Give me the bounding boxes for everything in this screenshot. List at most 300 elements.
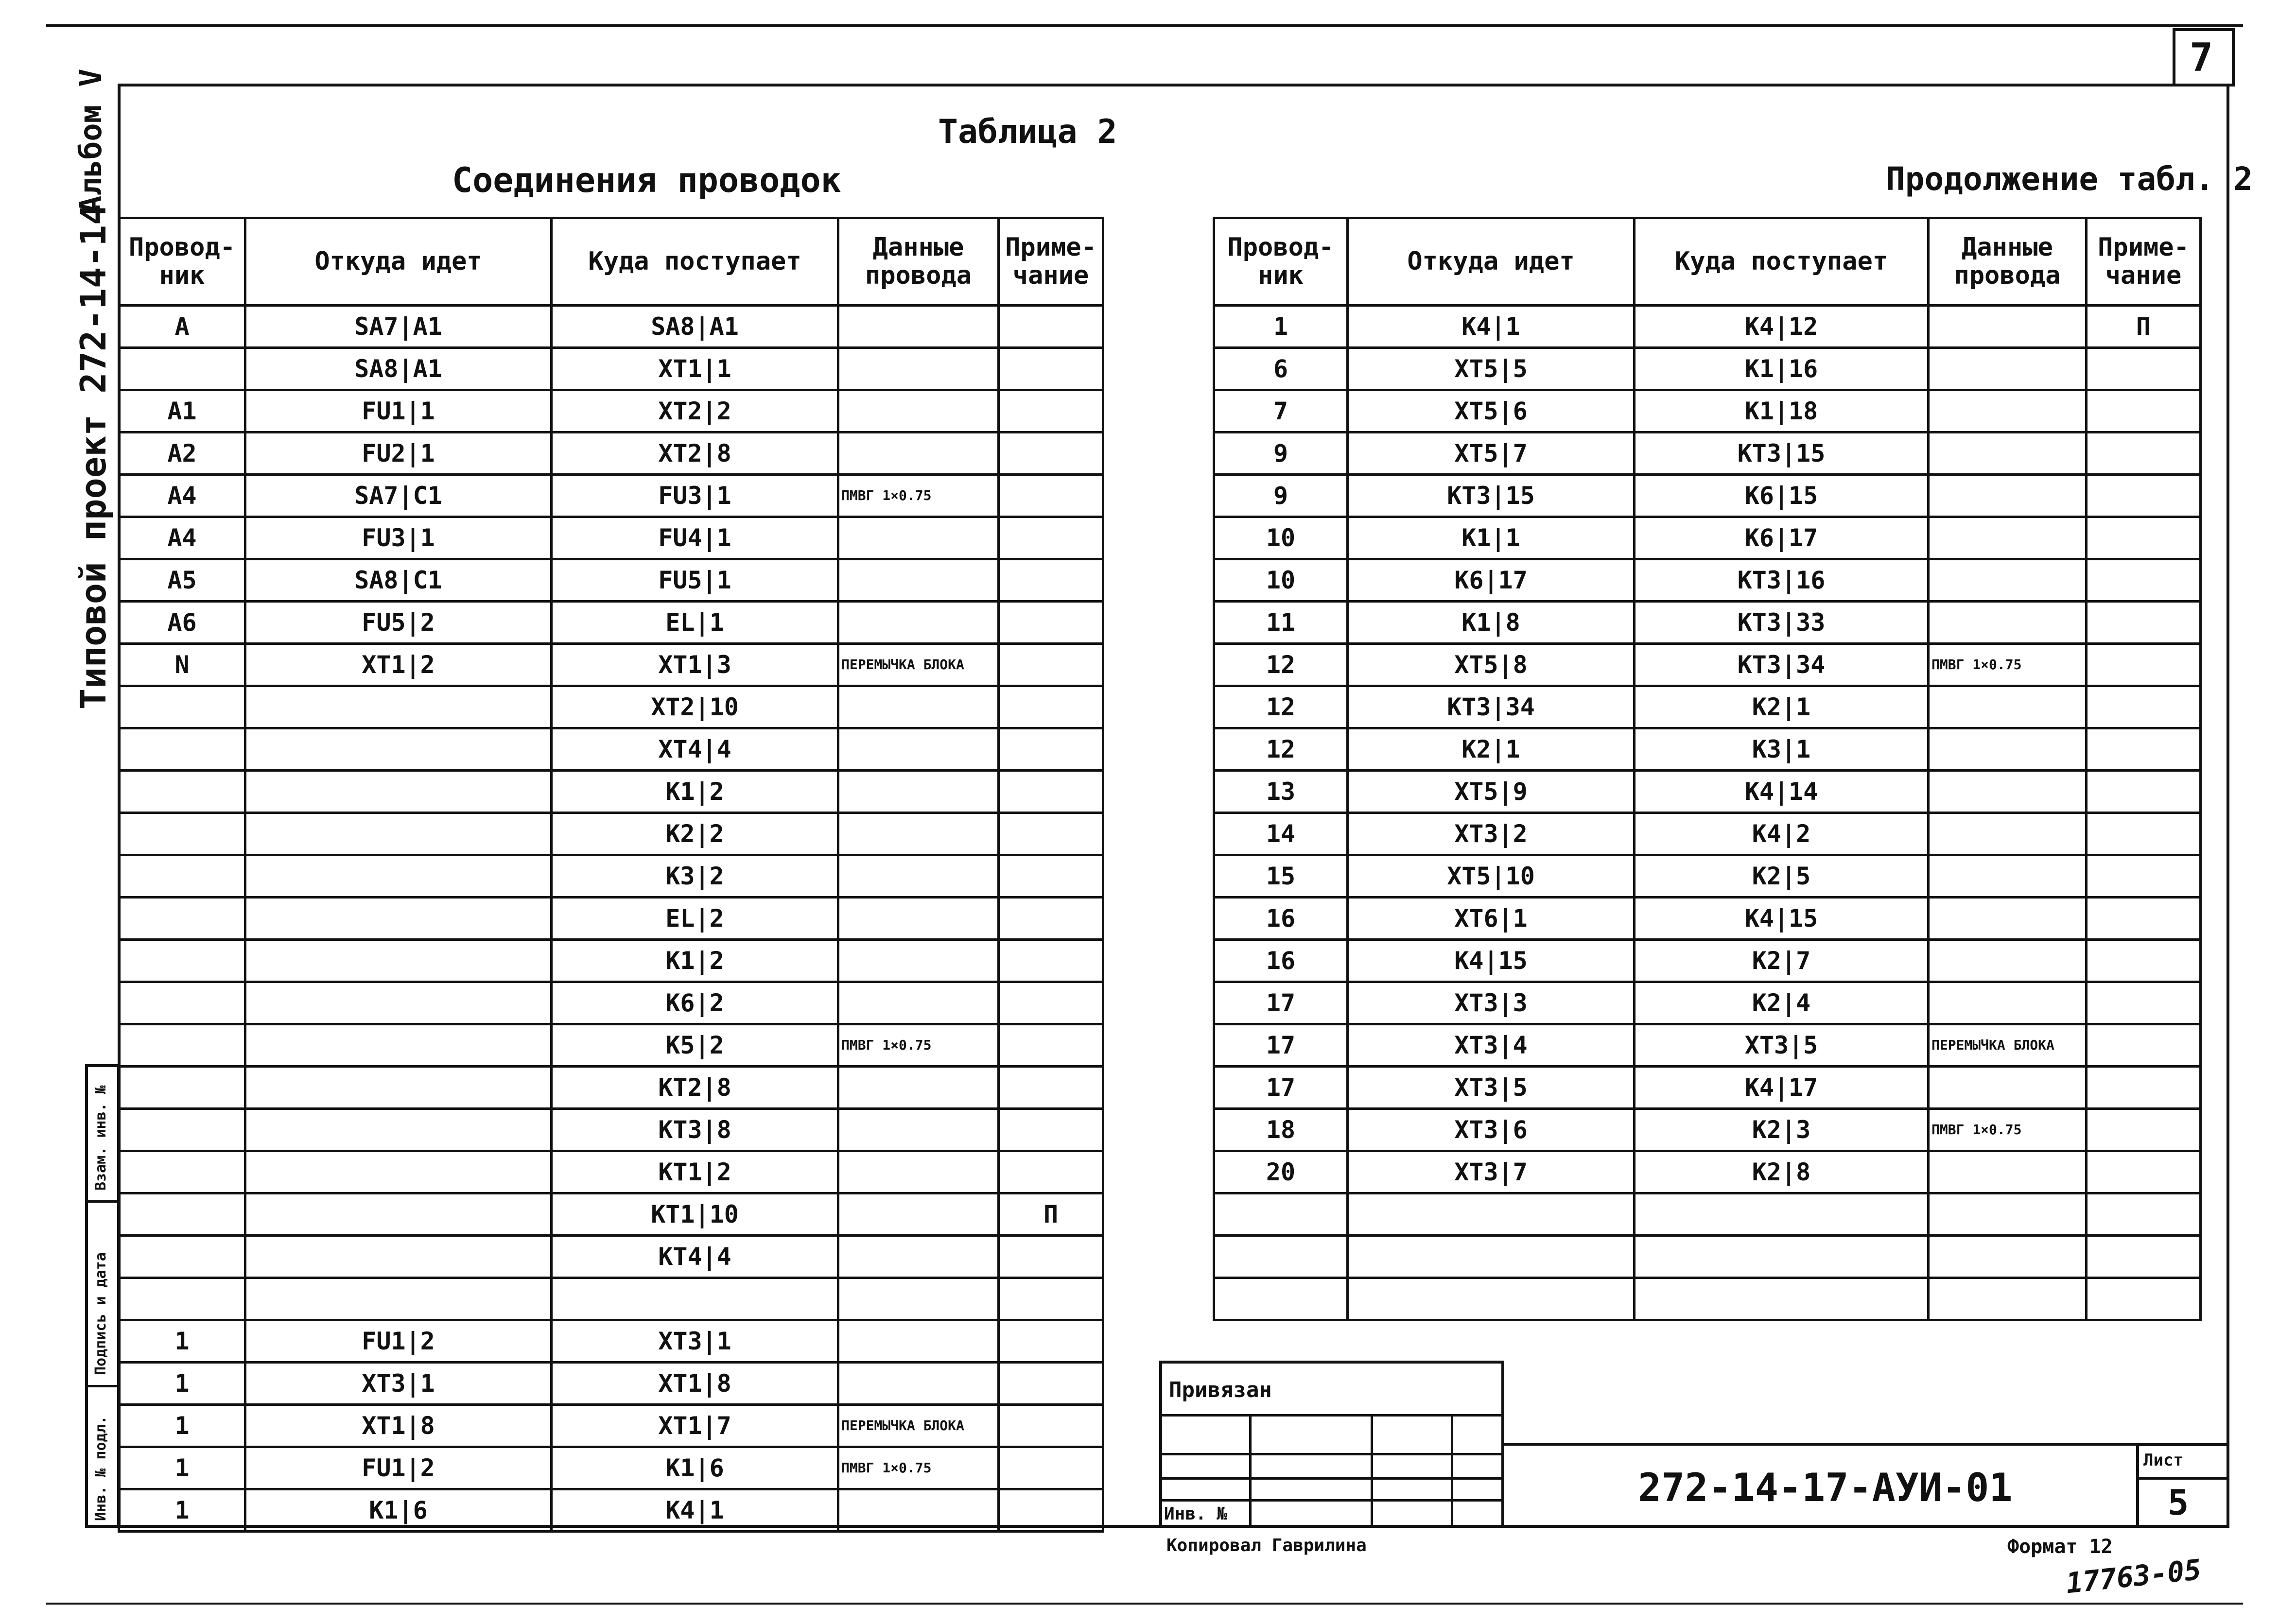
to-cell: KT3|8: [552, 1109, 838, 1151]
wire-cell: 9: [1214, 432, 1348, 475]
wire-data-cell: [838, 432, 999, 475]
note-cell: [2087, 348, 2201, 390]
top-border-line: [46, 24, 2243, 27]
wire-data-cell: [838, 1067, 999, 1109]
wire-cell: 1: [119, 1447, 245, 1489]
note-cell: [999, 1405, 1103, 1447]
left-table-title: Таблица 2: [938, 113, 1117, 151]
note-cell: [999, 432, 1103, 475]
wire-data-cell: [1929, 1067, 2087, 1109]
note-cell: [999, 390, 1103, 432]
bound-stamp-col: [1249, 1414, 1252, 1528]
table-row: [1214, 517, 2201, 559]
wire-cell: [119, 1151, 245, 1193]
table-row: [1214, 1151, 2201, 1193]
from-cell: XT6|1: [1348, 898, 1635, 940]
right-table-header-row: [1214, 218, 2201, 306]
to-cell: KT3|16: [1635, 559, 1929, 602]
from-cell: XT1|8: [245, 1405, 552, 1447]
note-cell: [2087, 771, 2201, 813]
from-cell: KT3|34: [1348, 686, 1635, 728]
table-row: [1214, 602, 2201, 644]
wire-data-cell: ПЕРЕМЫЧКА БЛОКА: [838, 644, 999, 686]
table-row: [119, 898, 1103, 940]
header-note: Приме-чание: [2087, 218, 2201, 306]
from-cell: [245, 898, 552, 940]
note-cell: [999, 686, 1103, 728]
to-cell: [1635, 1193, 1929, 1236]
from-cell: FU3|1: [245, 517, 552, 559]
table-row: [1214, 390, 2201, 432]
wire-data-cell: [1929, 771, 2087, 813]
to-cell: K2|3: [1635, 1109, 1929, 1151]
from-cell: XT5|8: [1348, 644, 1635, 686]
wire-cell: 10: [1214, 559, 1348, 602]
from-cell: [1348, 1278, 1635, 1320]
to-cell: K1|6: [552, 1447, 838, 1489]
wire-cell: 18: [1214, 1109, 1348, 1151]
from-cell: K6|17: [1348, 559, 1635, 602]
wire-cell: [1214, 1236, 1348, 1278]
wire-data-cell: [1929, 1236, 2087, 1278]
wire-cell: 17: [1214, 1024, 1348, 1067]
from-cell: [245, 855, 552, 898]
note-cell: [2087, 686, 2201, 728]
note-cell: [2087, 1193, 2201, 1236]
from-cell: [245, 940, 552, 982]
to-cell: K1|2: [552, 940, 838, 982]
to-cell: K1|16: [1635, 348, 1929, 390]
note-cell: [999, 1447, 1103, 1489]
table-row: [1214, 686, 2201, 728]
wire-data-cell: [1929, 728, 2087, 771]
wire-data-cell: [838, 898, 999, 940]
note-cell: [999, 602, 1103, 644]
to-cell: KT2|8: [552, 1067, 838, 1109]
side-stamp-divider: [85, 1385, 120, 1387]
to-cell: K4|1: [552, 1489, 838, 1532]
wire-data-cell: ПМВГ 1×0.75: [838, 1024, 999, 1067]
to-cell: K4|15: [1635, 898, 1929, 940]
wire-data-cell: [838, 940, 999, 982]
wire-data-cell: [1929, 432, 2087, 475]
wire-cell: 17: [1214, 1067, 1348, 1109]
to-cell: K6|15: [1635, 475, 1929, 517]
from-cell: FU2|1: [245, 432, 552, 475]
note-cell: [999, 1024, 1103, 1067]
wire-data-cell: [1929, 982, 2087, 1024]
title-block-top-line: [1504, 1443, 2229, 1446]
wire-data-cell: [838, 728, 999, 771]
wire-cell: 1: [119, 1320, 245, 1363]
to-cell: KT3|34: [1635, 644, 1929, 686]
note-cell: [999, 1278, 1103, 1320]
sheet-number-divider: [2136, 1477, 2229, 1480]
table-row: [1214, 771, 2201, 813]
table-row: [119, 1024, 1103, 1067]
wire-data-cell: [1929, 602, 2087, 644]
wire-data-cell: [1929, 306, 2087, 348]
from-cell: K4|15: [1348, 940, 1635, 982]
note-cell: [999, 728, 1103, 771]
wire-data-cell: ПЕРЕМЫЧКА БЛОКА: [1929, 1024, 2087, 1067]
wire-cell: 6: [1214, 348, 1348, 390]
wire-cell: [119, 771, 245, 813]
note-cell: П: [999, 1193, 1103, 1236]
wire-data-cell: [1929, 390, 2087, 432]
table-row: [119, 602, 1103, 644]
from-cell: [245, 813, 552, 855]
wire-cell: [119, 982, 245, 1024]
from-cell: [1348, 1236, 1635, 1278]
header-to: Куда поступает: [552, 218, 838, 306]
table-row: [119, 771, 1103, 813]
note-cell: [999, 771, 1103, 813]
table-row: [1214, 855, 2201, 898]
to-cell: K4|14: [1635, 771, 1929, 813]
from-cell: XT5|5: [1348, 348, 1635, 390]
table-row: [119, 432, 1103, 475]
from-cell: K1|8: [1348, 602, 1635, 644]
table-row: [1214, 1109, 2201, 1151]
table-row: [119, 1151, 1103, 1193]
wire-data-cell: [838, 1278, 999, 1320]
to-cell: K4|2: [1635, 813, 1929, 855]
note-cell: [2087, 517, 2201, 559]
from-cell: [245, 771, 552, 813]
from-cell: XT3|2: [1348, 813, 1635, 855]
from-cell: K2|1: [1348, 728, 1635, 771]
note-cell: [2087, 1278, 2201, 1320]
wire-data-cell: ПМВГ 1×0.75: [838, 475, 999, 517]
to-cell: XT3|5: [1635, 1024, 1929, 1067]
format-label: Формат 12: [2007, 1536, 2113, 1558]
to-cell: XT4|4: [552, 728, 838, 771]
right-connections-table: [1213, 217, 2202, 1321]
wire-cell: [119, 940, 245, 982]
from-cell: XT5|7: [1348, 432, 1635, 475]
wire-data-cell: ПМВГ 1×0.75: [1929, 644, 2087, 686]
to-cell: XT1|1: [552, 348, 838, 390]
to-cell: K3|2: [552, 855, 838, 898]
to-cell: XT2|10: [552, 686, 838, 728]
from-cell: XT3|4: [1348, 1024, 1635, 1067]
album-label: Альбом V: [73, 69, 108, 214]
wire-cell: 12: [1214, 644, 1348, 686]
wire-data-cell: ПМВГ 1×0.75: [1929, 1109, 2087, 1151]
table-row: [119, 1193, 1103, 1236]
note-cell: [999, 855, 1103, 898]
left-connections-table: [118, 217, 1104, 1533]
wire-data-cell: [1929, 813, 2087, 855]
wire-cell: А6: [119, 602, 245, 644]
from-cell: [245, 1151, 552, 1193]
from-cell: [245, 1109, 552, 1151]
wire-data-cell: [838, 559, 999, 602]
table-row: [1214, 432, 2201, 475]
wire-data-cell: [1929, 1278, 2087, 1320]
note-cell: [2087, 982, 2201, 1024]
note-cell: [999, 1363, 1103, 1405]
table-row: [1214, 940, 2201, 982]
note-cell: [2087, 813, 2201, 855]
to-cell: K6|2: [552, 982, 838, 1024]
to-cell: KT4|4: [552, 1236, 838, 1278]
note-cell: [999, 348, 1103, 390]
table-row: [119, 1109, 1103, 1151]
from-cell: XT1|2: [245, 644, 552, 686]
table-row: [119, 517, 1103, 559]
wire-cell: [119, 1193, 245, 1236]
wire-data-cell: [838, 855, 999, 898]
wire-data-cell: [838, 1193, 999, 1236]
table-row: [1214, 1278, 2201, 1320]
from-cell: [245, 728, 552, 771]
to-cell: K2|5: [1635, 855, 1929, 898]
table-row: [119, 686, 1103, 728]
wire-data-cell: [1929, 348, 2087, 390]
from-cell: [245, 1193, 552, 1236]
note-cell: [999, 982, 1103, 1024]
note-cell: [2087, 602, 2201, 644]
wire-data-cell: [1929, 855, 2087, 898]
to-cell: SA8|A1: [552, 306, 838, 348]
wire-data-cell: [838, 517, 999, 559]
wire-cell: А4: [119, 517, 245, 559]
left-table-subtitle: Соединения проводок: [452, 160, 841, 200]
wire-data-cell: [838, 813, 999, 855]
wire-data-cell: [838, 390, 999, 432]
handwritten-number: 17763-05: [2064, 1553, 2203, 1600]
wire-cell: [119, 898, 245, 940]
note-cell: [2087, 644, 2201, 686]
table-row: [119, 390, 1103, 432]
wire-cell: 1: [119, 1489, 245, 1532]
wire-data-cell: [838, 686, 999, 728]
to-cell: XT3|1: [552, 1320, 838, 1363]
from-cell: FU5|2: [245, 602, 552, 644]
wire-cell: [1214, 1278, 1348, 1320]
to-cell: XT1|7: [552, 1405, 838, 1447]
side-stamp-signature-label: Подпись и дата: [92, 1252, 109, 1375]
note-cell: [2087, 1067, 2201, 1109]
table-row: [1214, 1024, 2201, 1067]
header-wire-data: Данные провода: [838, 218, 999, 306]
wire-data-cell: [838, 1151, 999, 1193]
document-code: 272-14-17-АУИ-01: [1638, 1465, 2013, 1510]
bound-stamp-col: [1371, 1414, 1373, 1528]
from-cell: FU1|2: [245, 1320, 552, 1363]
note-cell: [999, 475, 1103, 517]
wire-data-cell: [838, 1236, 999, 1278]
to-cell: [1635, 1236, 1929, 1278]
wire-cell: 16: [1214, 940, 1348, 982]
from-cell: XT5|10: [1348, 855, 1635, 898]
to-cell: XT1|3: [552, 644, 838, 686]
note-cell: [999, 644, 1103, 686]
from-cell: XT3|5: [1348, 1067, 1635, 1109]
wire-data-cell: ПМВГ 1×0.75: [838, 1447, 999, 1489]
to-cell: EL|2: [552, 898, 838, 940]
table-row: [119, 1236, 1103, 1278]
side-stamp-inv-label: Инв. № подл.: [92, 1416, 109, 1521]
from-cell: XT5|9: [1348, 771, 1635, 813]
table-row: [119, 855, 1103, 898]
table-row: [1214, 559, 2201, 602]
from-cell: FU1|2: [245, 1447, 552, 1489]
wire-cell: 13: [1214, 771, 1348, 813]
note-cell: [999, 1320, 1103, 1363]
from-cell: K1|6: [245, 1489, 552, 1532]
wire-cell: А: [119, 306, 245, 348]
to-cell: XT1|8: [552, 1363, 838, 1405]
note-cell: [2087, 898, 2201, 940]
from-cell: KT3|15: [1348, 475, 1635, 517]
wire-data-cell: [1929, 517, 2087, 559]
table-row: [119, 348, 1103, 390]
to-cell: K1|2: [552, 771, 838, 813]
header-to: Куда поступает: [1635, 218, 1929, 306]
wire-cell: А4: [119, 475, 245, 517]
to-cell: K2|1: [1635, 686, 1929, 728]
wire-cell: [119, 1067, 245, 1109]
to-cell: K4|12: [1635, 306, 1929, 348]
to-cell: K6|17: [1635, 517, 1929, 559]
from-cell: [245, 1067, 552, 1109]
wire-cell: [119, 1024, 245, 1067]
to-cell: K5|2: [552, 1024, 838, 1067]
to-cell: [1635, 1278, 1929, 1320]
note-cell: [999, 1236, 1103, 1278]
wire-cell: 10: [1214, 517, 1348, 559]
left-table-header-row: [119, 218, 1103, 306]
table-row: [119, 1067, 1103, 1109]
wire-cell: 12: [1214, 728, 1348, 771]
wire-cell: [119, 348, 245, 390]
wire-data-cell: [1929, 559, 2087, 602]
note-cell: [2087, 559, 2201, 602]
wire-cell: 11: [1214, 602, 1348, 644]
wire-cell: 17: [1214, 982, 1348, 1024]
wire-data-cell: [838, 982, 999, 1024]
wire-cell: 1: [119, 1363, 245, 1405]
table-row: [1214, 475, 2201, 517]
wire-data-cell: [1929, 475, 2087, 517]
from-cell: XT3|1: [245, 1363, 552, 1405]
wire-data-cell: [838, 1363, 999, 1405]
wire-data-cell: [1929, 898, 2087, 940]
note-cell: [2087, 1109, 2201, 1151]
wire-data-cell: [838, 1109, 999, 1151]
note-cell: [2087, 432, 2201, 475]
to-cell: K4|17: [1635, 1067, 1929, 1109]
from-cell: [245, 1278, 552, 1320]
header-wire-data: Данные провода: [1929, 218, 2087, 306]
wire-cell: 7: [1214, 390, 1348, 432]
from-cell: K4|1: [1348, 306, 1635, 348]
bound-label: Привязан: [1169, 1378, 1272, 1402]
wire-cell: [119, 686, 245, 728]
from-cell: XT3|3: [1348, 982, 1635, 1024]
from-cell: [245, 686, 552, 728]
from-cell: FU1|1: [245, 390, 552, 432]
note-cell: [2087, 475, 2201, 517]
from-cell: XT3|6: [1348, 1109, 1635, 1151]
wire-cell: 15: [1214, 855, 1348, 898]
note-cell: [999, 559, 1103, 602]
wire-cell: 9: [1214, 475, 1348, 517]
from-cell: K1|1: [1348, 517, 1635, 559]
note-cell: [999, 1151, 1103, 1193]
table-row: [1214, 813, 2201, 855]
right-table-title: Продолжение табл. 2: [1886, 160, 2253, 198]
table-row: [119, 728, 1103, 771]
note-cell: [2087, 940, 2201, 982]
table-row: [119, 644, 1103, 686]
wire-cell: [119, 1236, 245, 1278]
side-stamp-replace-label: Взам. инв. №: [92, 1085, 109, 1191]
wire-cell: 12: [1214, 686, 1348, 728]
wire-data-cell: [838, 602, 999, 644]
wire-cell: 16: [1214, 898, 1348, 940]
table-row: [119, 475, 1103, 517]
from-cell: [1348, 1193, 1635, 1236]
from-cell: SA7|C1: [245, 475, 552, 517]
header-note: Приме-чание: [999, 218, 1103, 306]
table-row: [119, 1447, 1103, 1489]
from-cell: XT5|6: [1348, 390, 1635, 432]
to-cell: K2|8: [1635, 1151, 1929, 1193]
table-row: [1214, 898, 2201, 940]
wire-cell: [1214, 1193, 1348, 1236]
to-cell: FU5|1: [552, 559, 838, 602]
wire-cell: 14: [1214, 813, 1348, 855]
copied-by-label: Копировал Гаврилина: [1166, 1536, 1367, 1555]
to-cell: EL|1: [552, 602, 838, 644]
to-cell: KT1|2: [552, 1151, 838, 1193]
note-cell: [2087, 1236, 2201, 1278]
from-cell: [245, 982, 552, 1024]
note-cell: [999, 940, 1103, 982]
table-row: [1214, 1236, 2201, 1278]
table-row: [119, 1320, 1103, 1363]
to-cell: K1|18: [1635, 390, 1929, 432]
table-row: [119, 1489, 1103, 1532]
note-cell: [999, 898, 1103, 940]
to-cell: FU3|1: [552, 475, 838, 517]
note-cell: [2087, 728, 2201, 771]
project-label: Типовой проект 272-14-14: [73, 204, 114, 709]
note-cell: [2087, 390, 2201, 432]
wire-data-cell: ПЕРЕМЫЧКА БЛОКА: [838, 1405, 999, 1447]
from-cell: SA8|C1: [245, 559, 552, 602]
to-cell: K2|7: [1635, 940, 1929, 982]
note-cell: [999, 1489, 1103, 1532]
table-row: [119, 813, 1103, 855]
table-row: [1214, 728, 2201, 771]
table-row: [119, 982, 1103, 1024]
note-cell: [999, 1109, 1103, 1151]
header-wire: Провод-ник: [119, 218, 245, 306]
wire-cell: А1: [119, 390, 245, 432]
wire-cell: [119, 1278, 245, 1320]
wire-data-cell: [1929, 686, 2087, 728]
wire-cell: N: [119, 644, 245, 686]
table-row: [1214, 306, 2201, 348]
to-cell: K2|2: [552, 813, 838, 855]
table-row: [119, 306, 1103, 348]
header-from: Откуда идет: [1348, 218, 1635, 306]
